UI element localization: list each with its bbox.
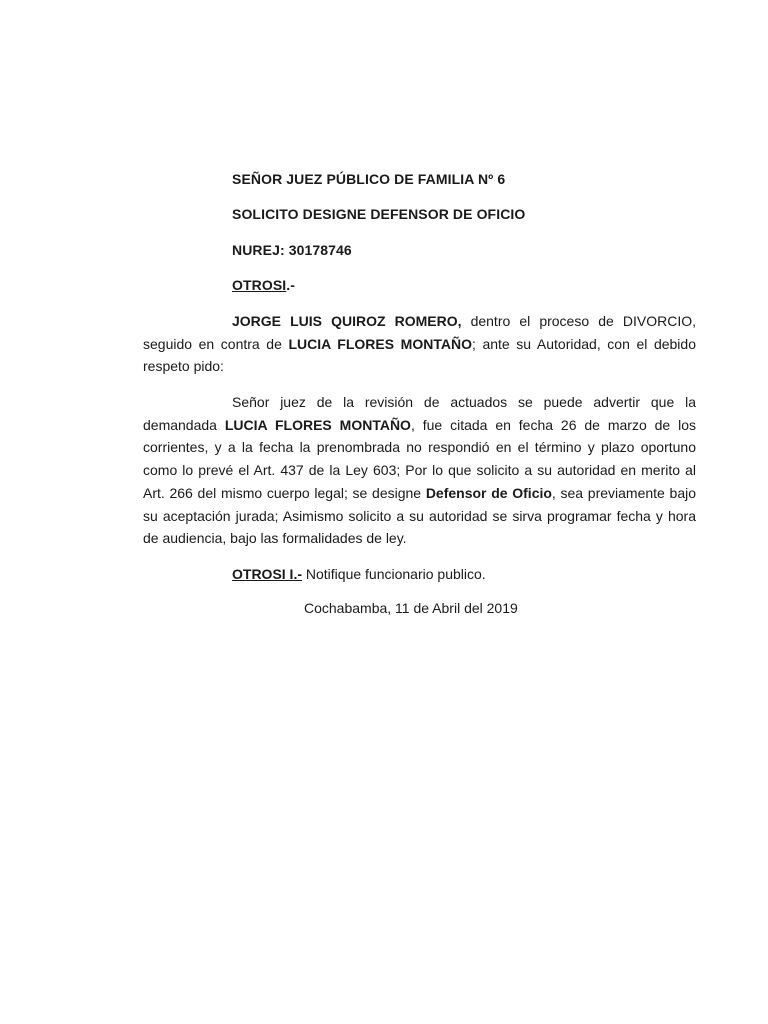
paragraph-request <box>143 391 696 550</box>
otrosi-one-label: OTROSI I.- <box>232 566 302 582</box>
defendant-name-2: LUCIA FLORES MONTAÑO <box>224 416 411 433</box>
otrosi-one-text: Notifique funcionario publico. <box>302 566 486 582</box>
paragraph1-text-b: ; ante su Autoridad, con el debido respeto pido: <box>143 335 696 375</box>
defendant-name: LUCIA FLORES MONTAÑO <box>288 335 472 352</box>
defensor-de-oficio: Defensor de Oficio <box>425 484 552 501</box>
otrosi-heading-label: OTROSI <box>232 277 287 293</box>
paragraph1-text-a: dentro el proceso de DIVORCIO, seguido en contra de <box>143 313 696 352</box>
otrosi-heading <box>232 277 295 293</box>
otrosi-heading-suffix: .- <box>286 277 296 293</box>
nurej-heading: NUREJ: 30178746 <box>232 242 352 258</box>
paragraph-petitioner <box>143 310 696 378</box>
paragraph2-text-b: , fue citada en fecha 26 de marzo de los corrientes, y a la fecha la prenombrada no respondió en el término y plazo oportuno como lo prevé el Art. 437 de la Ley 603; Por lo que solicito a su autoridad en merito al Art. 266 del mismo cuerpo legal; se designe <box>143 416 696 501</box>
otrosi-one-line <box>232 566 486 582</box>
place-and-date: Cochabamba, 11 de Abril del 2019 <box>304 600 518 616</box>
petitioner-name: JORGE LUIS QUIROZ ROMERO, <box>232 313 462 329</box>
paragraph2-text-a: Señor juez de la revisión de actuados se puede advertir que la demandada <box>143 394 696 433</box>
court-heading: SEÑOR JUEZ PÚBLICO DE FAMILIA Nº 6 <box>232 171 506 187</box>
request-heading: SOLICITO DESIGNE DEFENSOR DE OFICIO <box>232 206 526 222</box>
paragraph2-text-c: , sea previamente bajo su aceptación jurada; Asimismo solicito a su autoridad se sirva programar fecha y hora de audiencia, bajo las formalidades de ley. <box>143 484 697 547</box>
